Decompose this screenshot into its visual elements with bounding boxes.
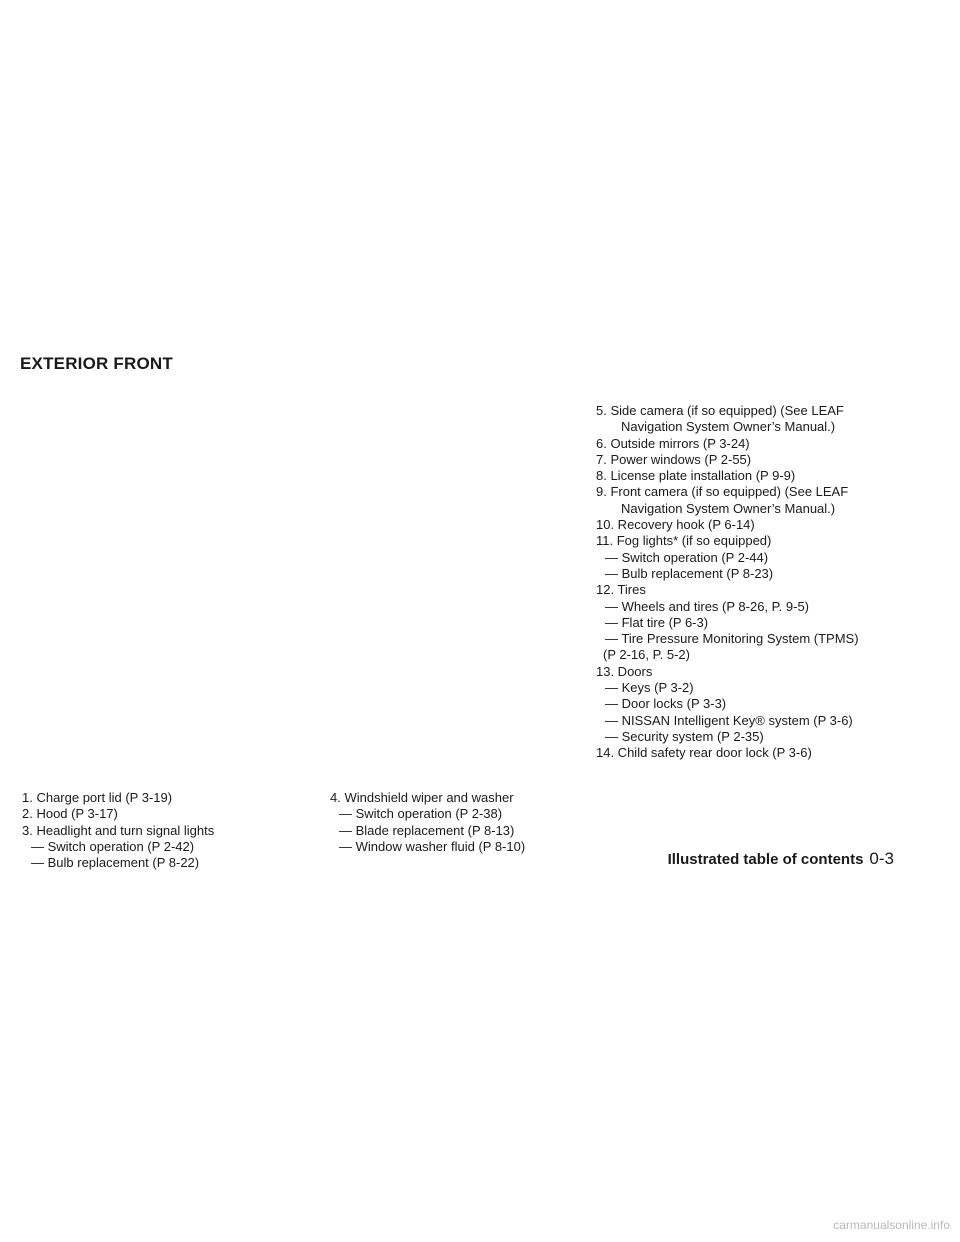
list-item: 10. Recovery hook (P 6-14) (596, 517, 755, 533)
list-item: — Window washer fluid (P 8-10) (339, 838, 526, 854)
list-item: 6. Outside mirrors (P 3-24) (596, 435, 750, 451)
page-number: 0-3 (869, 849, 894, 868)
list-item: 1. Charge port lid (P 3-19) (22, 790, 173, 805)
list-item: 14. Child safety rear door lock (P 3-6) (596, 745, 812, 761)
list-item: — Switch operation (P 2-44) (605, 549, 769, 565)
list-item: 9. Front camera (if so equipped) (See LEAF (596, 484, 849, 500)
list-item: — Security system (P 2-35) (605, 728, 764, 744)
middle-column-list (330, 790, 525, 855)
list-item: 12. Tires (596, 582, 646, 598)
list-item: — Bulb replacement (P 8-23) (605, 565, 774, 581)
list-item: Navigation System Owner’s Manual.) (621, 419, 836, 435)
list-item: — Switch operation (P 2-42) (31, 838, 195, 854)
footer-title: Illustrated table of contents (667, 851, 864, 868)
list-item: (P 2-16, P. 5-2) (603, 647, 690, 663)
page-footer (668, 849, 894, 869)
list-item: 7. Power windows (P 2-55) (596, 451, 752, 467)
list-item: — NISSAN Intelligent Key® system (P 3-6) (605, 712, 853, 728)
list-item: — Keys (P 3-2) (605, 680, 694, 696)
list-item: 8. License plate installation (P 9-9) (596, 468, 796, 484)
list-item: 13. Doors (596, 663, 653, 679)
list-item: — Wheels and tires (P 8-26, P. 9-5) (605, 598, 810, 614)
left-column-list (22, 790, 214, 871)
watermark: carmanualsonline.info (833, 1218, 950, 1232)
list-item: 2. Hood (P 3-17) (22, 806, 118, 822)
list-item: Navigation System Owner’s Manual.) (621, 500, 836, 516)
list-item: 4. Windshield wiper and washer (330, 790, 514, 805)
section-title: EXTERIOR FRONT (20, 354, 173, 373)
list-item: — Blade replacement (P 8-13) (339, 822, 515, 838)
list-item: — Switch operation (P 2-38) (339, 806, 503, 822)
list-item: 5. Side camera (if so equipped) (See LEAF (596, 403, 844, 418)
right-column-list (596, 403, 859, 762)
list-item: — Tire Pressure Monitoring System (TPMS) (605, 631, 859, 647)
list-item: — Flat tire (P 6-3) (605, 614, 709, 630)
list-item: — Door locks (P 3-3) (605, 696, 727, 712)
list-item: 11. Fog lights* (if so equipped) (596, 533, 772, 549)
list-item: 3. Headlight and turn signal lights (22, 822, 215, 838)
list-item: — Bulb replacement (P 8-22) (31, 855, 200, 871)
